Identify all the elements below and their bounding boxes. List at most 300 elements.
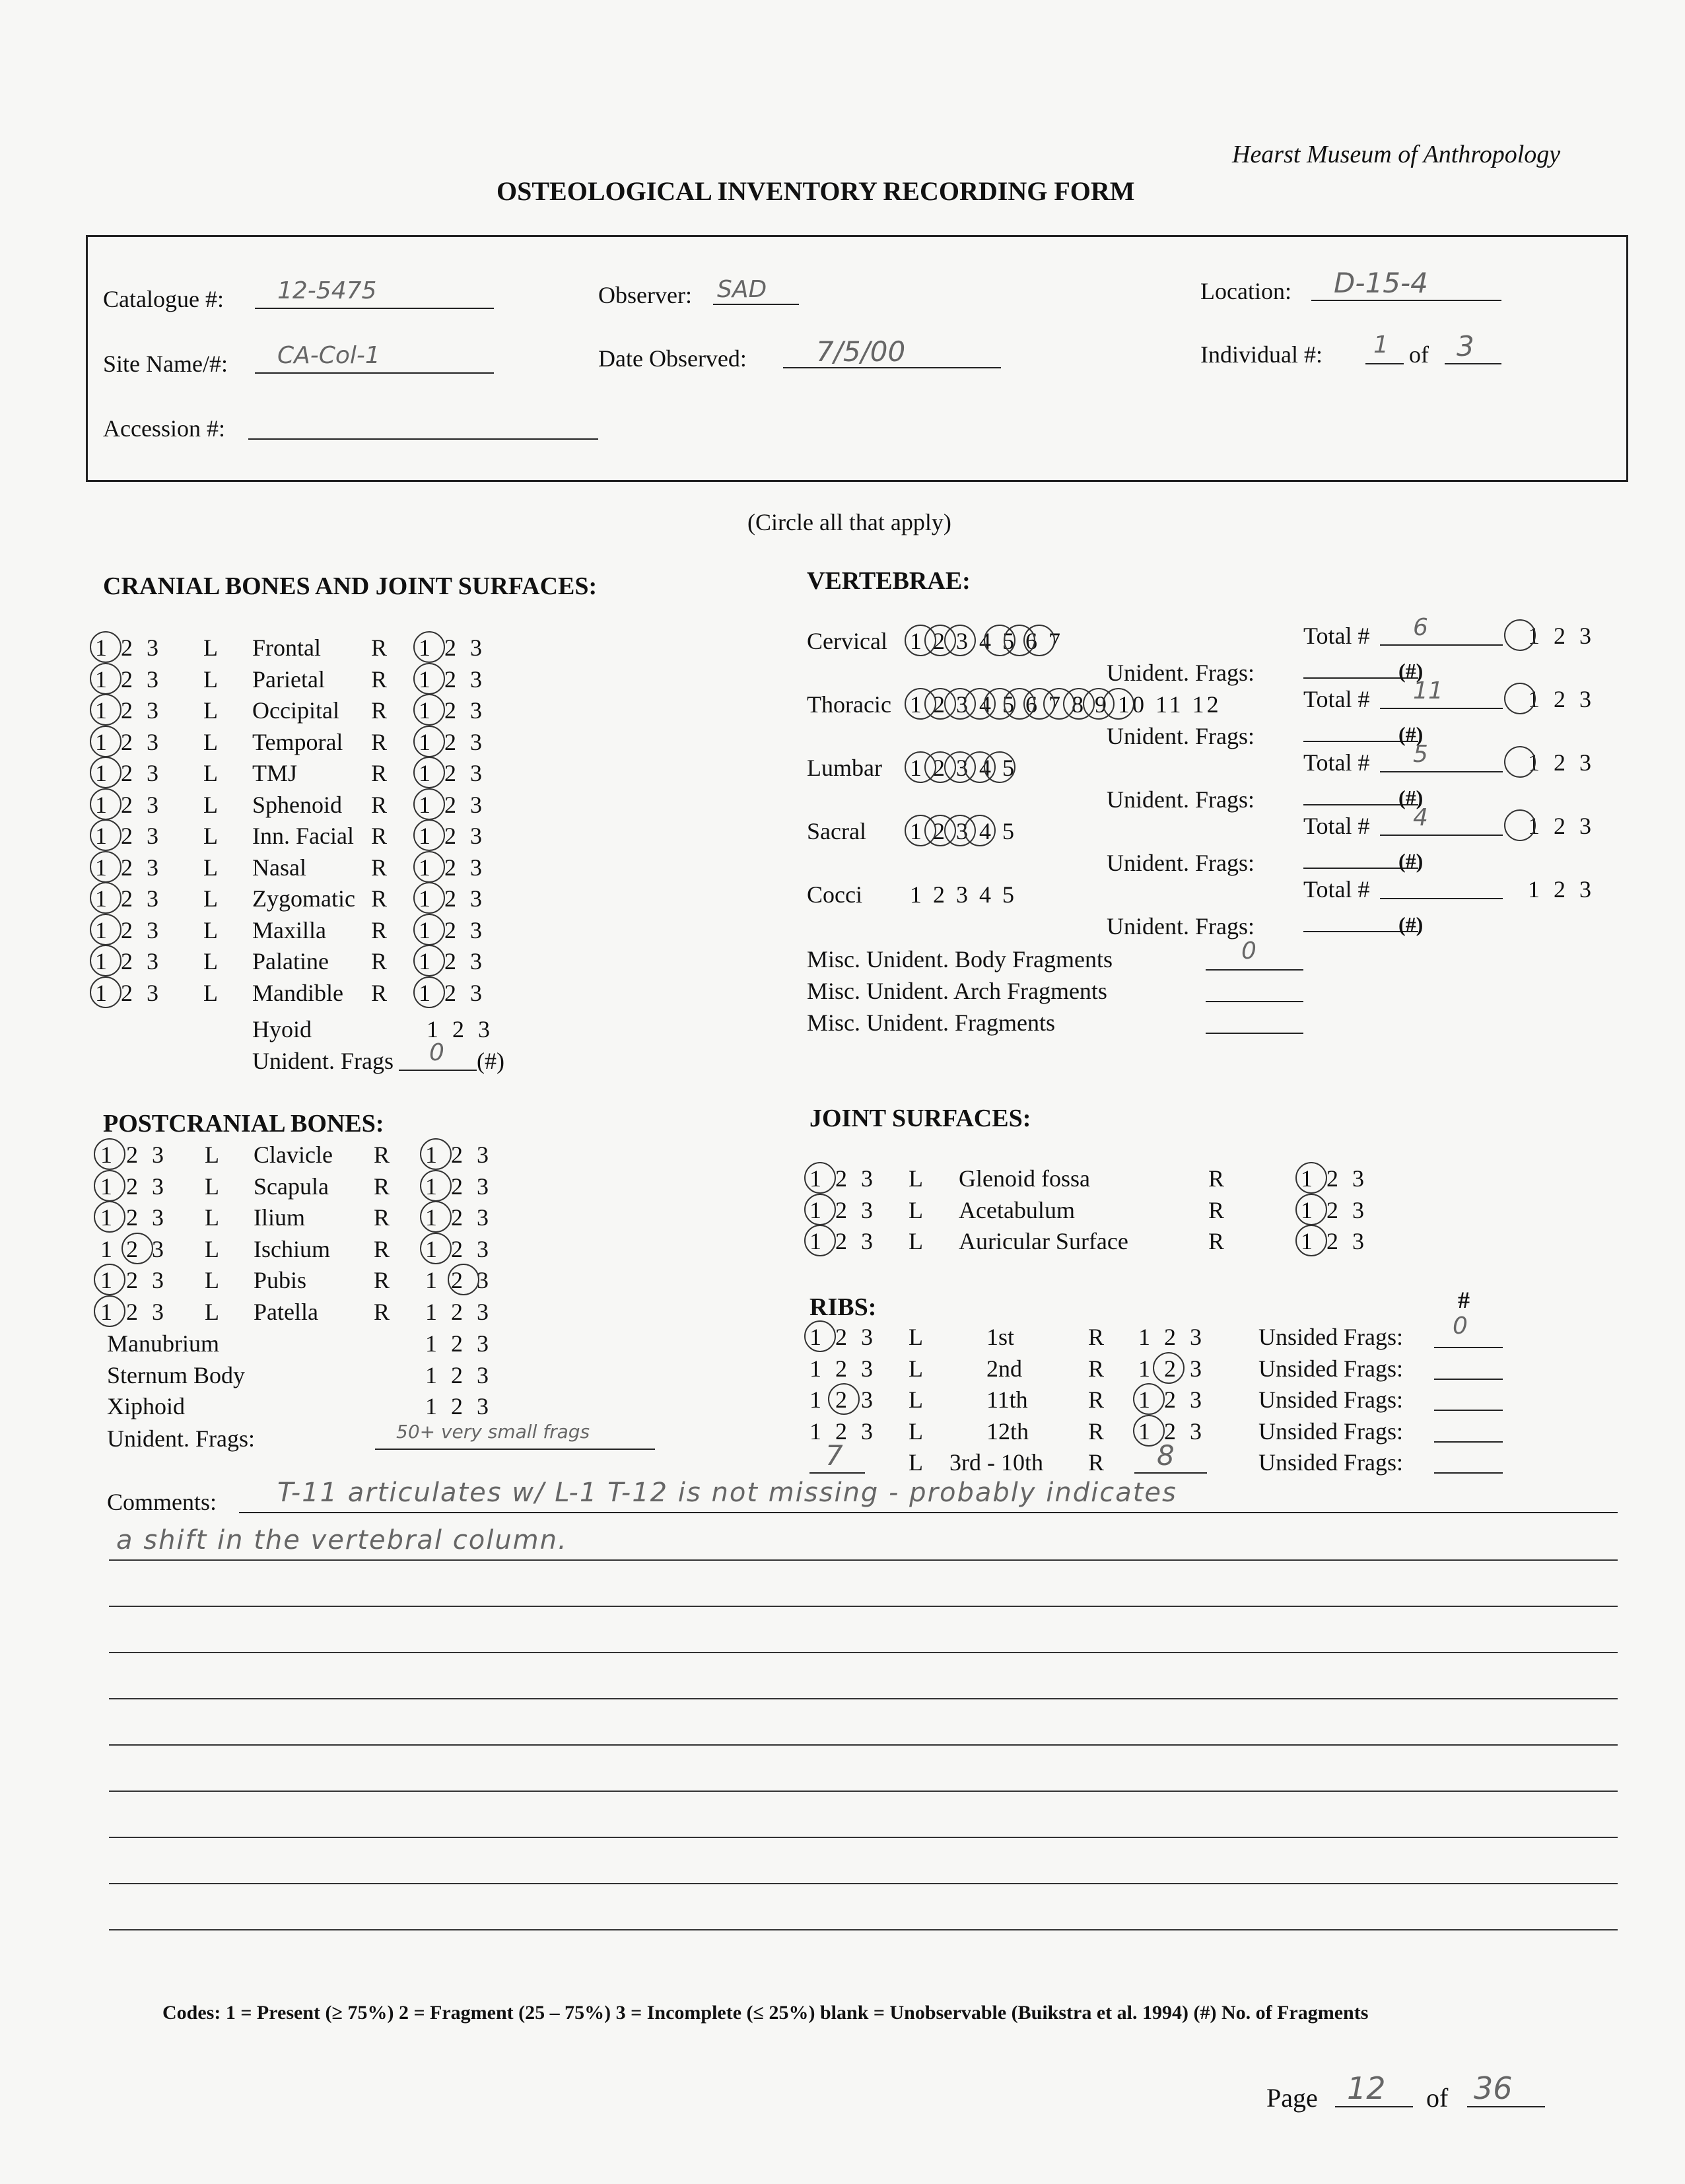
rib-frag-value[interactable]: 0 (1453, 1313, 1468, 1340)
vertebra-codes-circle (1504, 746, 1536, 778)
cranial-side-L: L (203, 760, 218, 786)
joint-right-circle (1295, 1194, 1327, 1225)
cranial-side-L: L (203, 854, 218, 881)
cranial-right-circle (413, 851, 445, 883)
cranial-right-circle (413, 819, 445, 851)
vertebra-numbers[interactable]: 1 2 3 4 5 (910, 818, 1017, 844)
rib-left-codes[interactable]: 1 2 3 (809, 1355, 877, 1382)
cranial-left-circle (90, 914, 121, 945)
cranial-right-circle (413, 976, 445, 1008)
comment-line (109, 1744, 1618, 1746)
comments-line1[interactable]: T-11 articulates w/ L-1 T-12 is not missing - probably indicates (277, 1478, 1177, 1508)
postcranial-left-codes[interactable]: 1 2 3 (100, 1204, 168, 1231)
individual-value[interactable]: 1 (1373, 331, 1389, 358)
cranial-side-L: L (203, 697, 218, 724)
postcranial-bone-name: Patella (254, 1298, 318, 1325)
rib-frag-underline (1434, 1441, 1503, 1443)
rib-side-R: R (1088, 1324, 1105, 1350)
joint-right-circle (1295, 1225, 1327, 1256)
cranial-bone-name: Parietal (252, 665, 325, 693)
vertebra-circle (964, 815, 996, 846)
vertebrae-heading: VERTEBRAE: (807, 567, 971, 595)
vertebra-codes-circle (1504, 619, 1536, 651)
postcranial-side-R: R (374, 1204, 390, 1231)
postcranial-single-codes[interactable]: 1 2 3 (425, 1330, 493, 1357)
rib-name: 12th (986, 1417, 1029, 1445)
cranial-side-L: L (203, 665, 218, 693)
cranial-left-circle (90, 694, 121, 726)
cranial-left-codes[interactable]: 1 2 3 (95, 885, 162, 912)
rib-right-circle (1153, 1352, 1185, 1384)
rib-side-L: L (909, 1386, 923, 1413)
vertebra-total-underline (1380, 898, 1503, 899)
postcranial-bone-name: Ilium (254, 1204, 305, 1231)
postcranial-right-codes[interactable]: 1 2 3 (425, 1267, 493, 1293)
misc-fragments-label: Misc. Unident. Arch Fragments (807, 978, 1107, 1004)
postcranial-side-R: R (374, 1235, 390, 1262)
cranial-left-codes[interactable]: 1 2 3 (95, 697, 162, 724)
cranial-bone-name: Inn. Facial (252, 823, 354, 849)
joint-surface-name: Acetabulum (959, 1196, 1075, 1223)
rib-side-L: L (909, 1324, 923, 1350)
cranial-bone-name: Nasal (252, 854, 306, 881)
cranial-right-codes[interactable]: 1 2 3 (419, 728, 486, 755)
rib-left-codes[interactable]: 1 2 3 (809, 1386, 877, 1413)
cranial-right-codes[interactable]: 1 2 3 (419, 885, 486, 912)
accession-underline[interactable] (248, 438, 598, 440)
individual-total-underline (1445, 363, 1501, 364)
joint-heading: JOINT SURFACES: (809, 1105, 1031, 1132)
cranial-left-circle (90, 788, 121, 820)
rib-frag-label: Unsided Frags: (1258, 1324, 1403, 1350)
accession-label: Accession #: (103, 415, 225, 442)
joint-right-codes[interactable]: 1 2 3 (1301, 1228, 1368, 1254)
cranial-bone-name: Zygomatic (252, 885, 355, 912)
vertebra-numbers[interactable]: 1 2 3 4 5 6 7 (910, 628, 1063, 654)
misc-fragments-label: Misc. Unident. Body Fragments (807, 946, 1113, 973)
misc-fragments-label: Misc. Unident. Fragments (807, 1009, 1055, 1036)
cranial-side-L: L (203, 823, 218, 849)
cranial-right-circle (413, 757, 445, 788)
cranial-heading: CRANIAL BONES AND JOINT SURFACES: (103, 572, 598, 600)
vertebra-total-value[interactable]: 5 (1413, 741, 1428, 768)
postcranial-left-codes[interactable]: 1 2 3 (100, 1173, 168, 1200)
postcranial-side-L: L (205, 1267, 219, 1293)
rib-frag-label: Unsided Frags: (1258, 1355, 1403, 1382)
postcranial-right-codes[interactable]: 1 2 3 (425, 1142, 493, 1168)
rib-frag-underline (1434, 1410, 1503, 1411)
joint-right-codes[interactable]: 1 2 3 (1301, 1165, 1368, 1192)
postcranial-left-codes[interactable]: 1 2 3 (100, 1235, 168, 1262)
cranial-unident-underline (399, 1070, 477, 1071)
vertebra-unident-label: Unident. Frags: (1107, 660, 1255, 686)
postcranial-heading: POSTCRANIAL BONES: (103, 1110, 384, 1138)
ribs-mid-right-value[interactable]: 8 (1157, 1439, 1175, 1472)
comment-line (109, 1929, 1618, 1930)
cranial-side-R: R (371, 823, 388, 849)
cranial-side-R: R (371, 760, 388, 786)
rib-name: 1st (986, 1324, 1015, 1350)
cranial-side-R: R (371, 885, 388, 912)
postcranial-right-circle (420, 1170, 452, 1202)
rib-name: 2nd (986, 1355, 1022, 1382)
postcranial-single-codes[interactable]: 1 2 3 (425, 1393, 493, 1419)
rib-right-codes[interactable]: 1 2 3 (1138, 1417, 1206, 1445)
vertebra-total-underline (1380, 771, 1503, 772)
joint-surface-name: Auricular Surface (959, 1228, 1128, 1254)
vertebra-codes-circle (1504, 683, 1536, 714)
individual-underline (1365, 363, 1404, 364)
postcranial-bone-name: Ischium (254, 1235, 330, 1262)
cranial-left-codes[interactable]: 1 2 3 (95, 665, 162, 693)
catalogue-label: Catalogue #: (103, 286, 224, 312)
joint-left-circle (804, 1162, 836, 1194)
rib-frag-underline (1434, 1379, 1503, 1380)
cranial-right-circle (413, 631, 445, 663)
cranial-left-codes[interactable]: 1 2 3 (95, 791, 162, 818)
ribs-mid-left-value[interactable]: 7 (825, 1439, 843, 1472)
postcranial-right-circle (448, 1264, 479, 1295)
page-of-label: of (1426, 2083, 1449, 2113)
postcranial-side-L: L (205, 1204, 219, 1231)
rib-side-L: L (909, 1355, 923, 1382)
cranial-side-R: R (371, 634, 388, 661)
misc-fragments-underline (1206, 1001, 1303, 1002)
cranial-right-circle (413, 882, 445, 914)
cranial-unident-suffix: (#) (477, 1048, 504, 1074)
comments-line2[interactable]: a shift in the vertebral column. (116, 1525, 568, 1555)
cranial-right-codes[interactable]: 1 2 3 (419, 760, 486, 786)
postcranial-single-codes[interactable]: 1 2 3 (425, 1361, 493, 1388)
cranial-right-circle (413, 914, 445, 945)
postcranial-unident-underline (375, 1449, 655, 1450)
vertebra-circle (984, 751, 1015, 783)
cranial-side-L: L (203, 948, 218, 974)
misc-fragments-value[interactable]: 0 (1241, 938, 1256, 965)
postcranial-single-name: Sternum Body (107, 1361, 246, 1388)
cranial-bone-name: Occipital (252, 697, 339, 724)
vertebra-total-label: Total # (1303, 813, 1370, 839)
hyoid-codes[interactable]: 1 2 3 (427, 1016, 494, 1042)
catalogue-value[interactable]: 12-5475 (277, 277, 377, 304)
observer-label: Observer: (598, 282, 692, 308)
hyoid-label: Hyoid (252, 1016, 312, 1042)
comment-line (109, 1559, 1618, 1561)
rib-side-R: R (1088, 1417, 1105, 1445)
comments-label: Comments: (107, 1489, 217, 1515)
vertebra-total-value[interactable]: 11 (1413, 677, 1443, 704)
vertebra-unident-suffix: (#) (1398, 659, 1424, 683)
joint-left-codes[interactable]: 1 2 3 (809, 1196, 877, 1223)
ribs-mid-name: 3rd - 10th (949, 1449, 1043, 1476)
rib-right-codes[interactable]: 1 2 3 (1138, 1355, 1206, 1382)
ribs-heading: RIBS: (809, 1293, 877, 1321)
location-underline (1311, 300, 1501, 301)
vertebra-total-label: Total # (1303, 623, 1370, 649)
postcranial-right-codes[interactable]: 1 2 3 (425, 1298, 493, 1325)
location-label: Location: (1200, 278, 1291, 304)
cranial-right-circle (413, 663, 445, 695)
joint-left-codes[interactable]: 1 2 3 (809, 1165, 877, 1192)
postcranial-side-L: L (205, 1173, 219, 1200)
vertebra-unident-suffix: (#) (1398, 912, 1424, 936)
individual-total-value[interactable]: 3 (1457, 330, 1474, 362)
comment-line (109, 1883, 1618, 1884)
cranial-left-circle (90, 726, 121, 757)
cranial-side-L: L (203, 791, 218, 818)
comment-line (109, 1837, 1618, 1838)
vertebra-numbers[interactable]: 1 2 3 4 5 (910, 881, 1017, 908)
ribs-mid-right-underline (1134, 1472, 1207, 1474)
postcranial-side-R: R (374, 1173, 390, 1200)
date-value[interactable]: 7/5/00 (816, 335, 906, 368)
vertebra-total-underline (1380, 644, 1503, 646)
postcranial-right-circle (420, 1138, 452, 1170)
site-label: Site Name/#: (103, 351, 228, 377)
postcranial-left-circle (94, 1170, 125, 1202)
postcranial-right-codes[interactable]: 1 2 3 (425, 1173, 493, 1200)
postcranial-left-codes[interactable]: 1 2 3 (100, 1298, 168, 1325)
cranial-bone-name: Mandible (252, 979, 343, 1006)
cranial-left-circle (90, 976, 121, 1008)
rib-left-circle (804, 1320, 836, 1352)
cranial-side-L: L (203, 728, 218, 755)
cranial-side-L: L (203, 916, 218, 943)
postcranial-left-circle (94, 1295, 125, 1327)
comment-line (109, 1791, 1618, 1792)
comment-line (109, 1698, 1618, 1699)
cranial-side-R: R (371, 697, 388, 724)
cranial-side-L: L (203, 979, 218, 1006)
location-value[interactable]: D-15-4 (1334, 267, 1428, 299)
postcranial-left-circle (94, 1138, 125, 1170)
postcranial-single-name: Manubrium (107, 1330, 219, 1357)
vertebra-circle (1103, 688, 1134, 720)
vertebra-name: Cervical (807, 628, 887, 654)
cranial-right-codes[interactable]: 1 2 3 (419, 665, 486, 693)
vertebra-name: Thoracic (807, 691, 891, 718)
postcranial-right-circle (420, 1201, 452, 1233)
rib-side-R: R (1088, 1386, 1105, 1413)
cranial-left-codes[interactable]: 1 2 3 (95, 823, 162, 849)
cranial-left-codes[interactable]: 1 2 3 (95, 948, 162, 974)
cranial-left-codes[interactable]: 1 2 3 (95, 760, 162, 786)
cranial-right-circle (413, 945, 445, 976)
cranial-side-R: R (371, 948, 388, 974)
cranial-bone-name: Frontal (252, 634, 321, 661)
vertebra-unident-label: Unident. Frags: (1107, 723, 1255, 749)
page-total-underline (1467, 2106, 1545, 2107)
cranial-left-codes[interactable]: 1 2 3 (95, 979, 162, 1006)
vertebra-numbers[interactable]: 1 2 3 4 5 (910, 755, 1017, 781)
postcranial-bone-name: Scapula (254, 1173, 329, 1200)
rib-left-codes[interactable]: 1 2 3 (809, 1417, 877, 1445)
cranial-right-codes[interactable]: 1 2 3 (419, 697, 486, 724)
date-label: Date Observed: (598, 345, 747, 372)
vertebra-total-label: Total # (1303, 686, 1370, 712)
joint-side-R: R (1208, 1228, 1225, 1254)
form-title: OSTEOLOGICAL INVENTORY RECORDING FORM (497, 176, 1135, 206)
comment-line (109, 1652, 1618, 1653)
vertebra-codes[interactable]: 1 2 3 (1528, 876, 1595, 903)
cranial-left-circle (90, 819, 121, 851)
cranial-left-codes[interactable]: 1 2 3 (95, 916, 162, 943)
cranial-bone-name: Sphenoid (252, 791, 343, 818)
vertebra-unident-label: Unident. Frags: (1107, 850, 1255, 876)
postcranial-side-L: L (205, 1142, 219, 1168)
cranial-left-circle (90, 663, 121, 695)
joint-side-R: R (1208, 1165, 1225, 1192)
vertebra-total-underline (1380, 708, 1503, 709)
comment-line (109, 1606, 1618, 1607)
postcranial-right-circle (420, 1233, 452, 1264)
cranial-bone-name: Palatine (252, 948, 329, 974)
cranial-right-codes[interactable]: 1 2 3 (419, 979, 486, 1006)
vertebra-total-value[interactable]: 6 (1413, 614, 1428, 641)
cranial-right-codes[interactable]: 1 2 3 (419, 823, 486, 849)
joint-side-L: L (909, 1228, 923, 1254)
vertebra-total-value[interactable]: 4 (1413, 804, 1428, 831)
postcranial-right-codes[interactable]: 1 2 3 (425, 1204, 493, 1231)
cranial-side-R: R (371, 854, 388, 881)
vertebra-unident-label: Unident. Frags: (1107, 786, 1255, 813)
page-value[interactable]: 12 (1347, 2070, 1386, 2106)
joint-side-L: L (909, 1196, 923, 1223)
rib-right-codes[interactable]: 1 2 3 (1138, 1386, 1206, 1413)
site-underline (255, 372, 494, 374)
rib-frag-label: Unsided Frags: (1258, 1386, 1403, 1413)
cranial-left-codes[interactable]: 1 2 3 (95, 728, 162, 755)
vertebra-codes[interactable]: 1 2 3 (1528, 813, 1595, 839)
site-value[interactable]: CA-Col-1 (277, 342, 380, 369)
postcranial-unident-label: Unident. Frags: (107, 1425, 255, 1452)
vertebra-name: Cocci (807, 881, 862, 908)
cranial-left-codes[interactable]: 1 2 3 (95, 854, 162, 881)
postcranial-bone-name: Clavicle (254, 1142, 333, 1168)
page-total[interactable]: 36 (1474, 2070, 1513, 2106)
vertebra-total-underline (1380, 835, 1503, 836)
postcranial-left-circle (94, 1264, 125, 1295)
cranial-right-codes[interactable]: 1 2 3 (419, 916, 486, 943)
vertebra-circle (944, 625, 976, 656)
cranial-left-circle (90, 882, 121, 914)
cranial-right-codes[interactable]: 1 2 3 (419, 854, 486, 881)
cranial-left-circle (90, 757, 121, 788)
joint-right-codes[interactable]: 1 2 3 (1301, 1196, 1368, 1223)
vertebra-unident-label: Unident. Frags: (1107, 913, 1255, 939)
catalogue-underline (255, 308, 494, 309)
cranial-side-L: L (203, 634, 218, 661)
joint-side-L: L (909, 1165, 923, 1192)
cranial-left-circle (90, 631, 121, 663)
vertebra-numbers[interactable]: 1 2 3 4 5 6 7 8 9 10 11 12 (910, 691, 1221, 718)
vertebra-name: Sacral (807, 818, 866, 844)
cranial-bone-name: Maxilla (252, 916, 326, 943)
ribs-hash: # (1458, 1287, 1470, 1313)
vertebra-codes[interactable]: 1 2 3 (1528, 623, 1595, 649)
vertebra-unident-suffix: (#) (1398, 786, 1424, 809)
rib-side-R: R (1088, 1355, 1105, 1382)
vertebra-total-label: Total # (1303, 876, 1370, 903)
cranial-right-codes[interactable]: 1 2 3 (419, 791, 486, 818)
ribs-mid-frag-underline (1434, 1472, 1503, 1474)
individual-of-label: of (1409, 341, 1429, 368)
vertebra-circle (1023, 625, 1055, 656)
vertebra-codes-circle (1504, 809, 1536, 841)
rib-frag-underline (1434, 1347, 1503, 1348)
cranial-right-codes[interactable]: 1 2 3 (419, 634, 486, 661)
rib-name: 11th (986, 1386, 1028, 1413)
cranial-bone-name: TMJ (252, 760, 298, 786)
vertebra-total-label: Total # (1303, 749, 1370, 776)
postcranial-left-circle (121, 1233, 153, 1264)
cranial-side-R: R (371, 665, 388, 693)
cranial-side-R: R (371, 728, 388, 755)
ribs-mid-L: L (909, 1449, 923, 1476)
cranial-right-circle (413, 788, 445, 820)
joint-left-codes[interactable]: 1 2 3 (809, 1228, 877, 1254)
comment-line-0 (239, 1512, 1618, 1513)
observer-value[interactable]: SAD (717, 276, 767, 303)
page-label: Page (1266, 2083, 1318, 2113)
joint-right-circle (1295, 1162, 1327, 1194)
cranial-left-circle (90, 851, 121, 883)
cranial-unident-value[interactable]: 0 (429, 1039, 444, 1066)
rib-side-L: L (909, 1417, 923, 1445)
individual-label: Individual #: (1200, 341, 1323, 368)
cranial-right-circle (413, 694, 445, 726)
cranial-side-R: R (371, 791, 388, 818)
rib-left-circle (828, 1383, 860, 1415)
postcranial-right-codes[interactable]: 1 2 3 (425, 1235, 493, 1262)
vertebra-unident-suffix: (#) (1398, 849, 1424, 873)
rib-right-codes[interactable]: 1 2 3 (1138, 1324, 1206, 1350)
ribs-mid-left-underline (809, 1472, 865, 1474)
postcranial-left-codes[interactable]: 1 2 3 (100, 1142, 168, 1168)
misc-fragments-underline (1206, 1033, 1303, 1034)
joint-side-R: R (1208, 1196, 1225, 1223)
vertebra-unident-suffix: (#) (1398, 722, 1424, 746)
vertebra-name: Lumbar (807, 755, 882, 781)
postcranial-side-R: R (374, 1267, 390, 1293)
cranial-right-codes[interactable]: 1 2 3 (419, 948, 486, 974)
cranial-side-R: R (371, 916, 388, 943)
postcranial-side-R: R (374, 1142, 390, 1168)
postcranial-side-L: L (205, 1235, 219, 1262)
cranial-left-codes[interactable]: 1 2 3 (95, 634, 162, 661)
ribs-mid-R: R (1088, 1449, 1105, 1476)
cranial-bone-name: Temporal (252, 728, 343, 755)
ribs-mid-frag-label: Unsided Frags: (1258, 1449, 1403, 1476)
misc-fragments-underline (1206, 969, 1303, 971)
observer-underline (713, 304, 799, 305)
vertebra-codes[interactable]: 1 2 3 (1528, 686, 1595, 712)
postcranial-left-codes[interactable]: 1 2 3 (100, 1267, 168, 1293)
vertebra-codes[interactable]: 1 2 3 (1528, 749, 1595, 776)
rib-left-codes[interactable]: 1 2 3 (809, 1324, 877, 1350)
postcranial-bone-name: Pubis (254, 1267, 307, 1293)
postcranial-single-name: Xiphoid (107, 1393, 186, 1419)
joint-left-circle (804, 1225, 836, 1256)
page-value-underline (1335, 2106, 1413, 2107)
joint-left-circle (804, 1194, 836, 1225)
circle-instruction: (Circle all that apply) (747, 509, 951, 535)
postcranial-unident-value[interactable]: 50+ very small frags (396, 1421, 590, 1443)
rib-frag-label: Unsided Frags: (1258, 1417, 1403, 1445)
cranial-side-L: L (203, 885, 218, 912)
rib-right-circle (1133, 1383, 1165, 1415)
postcranial-side-L: L (205, 1298, 219, 1325)
